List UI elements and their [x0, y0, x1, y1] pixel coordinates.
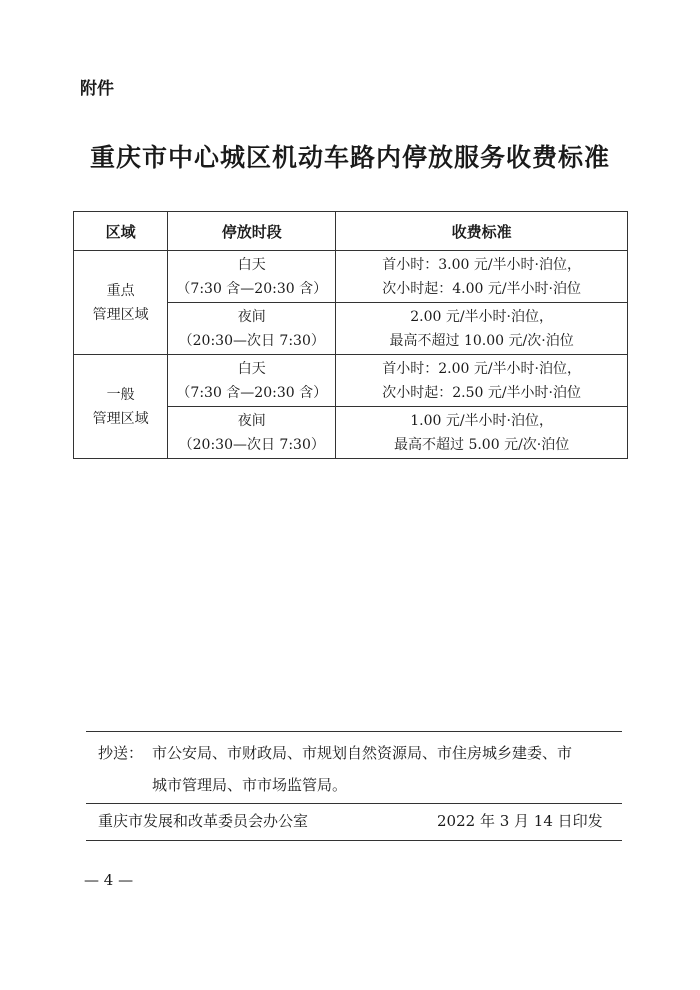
document-title: 重庆市中心城区机动车路内停放服务收费标准	[89, 143, 610, 172]
period-cell	[168, 303, 336, 355]
period-range: （7:30 含—20:30 含）	[176, 384, 328, 401]
cc-divider-middle	[86, 803, 622, 804]
header-period: 停放时段	[168, 212, 336, 251]
fee-line: 首小时：3.00 元/半小时·泊位，	[382, 256, 582, 273]
period-range: （7:30 含—20:30 含）	[176, 280, 328, 297]
zone-name: 管理区域	[92, 410, 149, 427]
period-label: 白天	[237, 256, 266, 273]
zone-cell	[74, 355, 168, 459]
header-zone: 区域	[74, 212, 168, 251]
period-cell	[168, 355, 336, 407]
fee-cell	[336, 251, 628, 303]
cc-recipients-line: 城市管理局、市市场监管局。	[152, 776, 348, 794]
cc-divider-bottom	[86, 840, 622, 841]
table-row	[74, 251, 628, 303]
fee-line: 首小时：2.00 元/半小时·泊位，	[382, 360, 582, 377]
zone-name: 管理区域	[92, 306, 149, 323]
period-cell	[168, 251, 336, 303]
issue-date: 2022 年 3 月 14 日印发	[437, 812, 603, 830]
zone-cell	[74, 251, 168, 355]
cc-recipients-line: 市公安局、市财政局、市规划自然资源局、市住房城乡建委、市	[152, 744, 573, 762]
fee-line: 2.00 元/半小时·泊位，	[410, 308, 554, 325]
table-row	[74, 355, 628, 407]
fee-line: 次小时起：2.50 元/半小时·泊位	[382, 384, 582, 401]
page-number: — 4 —	[84, 871, 134, 889]
fee-cell	[336, 303, 628, 355]
fee-cell	[336, 407, 628, 459]
cc-divider-top	[86, 731, 622, 732]
period-cell	[168, 407, 336, 459]
fee-cell	[336, 355, 628, 407]
period-label: 白天	[237, 360, 266, 377]
fee-line: 最高不超过 5.00 元/次·泊位	[394, 436, 570, 453]
fee-line: 1.00 元/半小时·泊位，	[410, 412, 554, 429]
attachment-label: 附件	[80, 79, 114, 99]
table-header-row	[74, 212, 628, 251]
cc-label: 抄送：	[98, 744, 144, 762]
fee-line: 次小时起：4.00 元/半小时·泊位	[382, 280, 582, 297]
period-range: （20:30—次日 7:30）	[178, 436, 325, 453]
zone-name: 重点	[106, 282, 135, 299]
header-fee: 收费标准	[336, 212, 628, 251]
fee-table	[73, 211, 628, 459]
issuer: 重庆市发展和改革委员会办公室	[98, 812, 309, 830]
fee-line: 最高不超过 10.00 元/次·泊位	[389, 332, 574, 349]
period-label: 夜间	[237, 308, 266, 325]
period-label: 夜间	[237, 412, 266, 429]
zone-name: 一般	[106, 386, 135, 403]
period-range: （20:30—次日 7:30）	[178, 332, 325, 349]
